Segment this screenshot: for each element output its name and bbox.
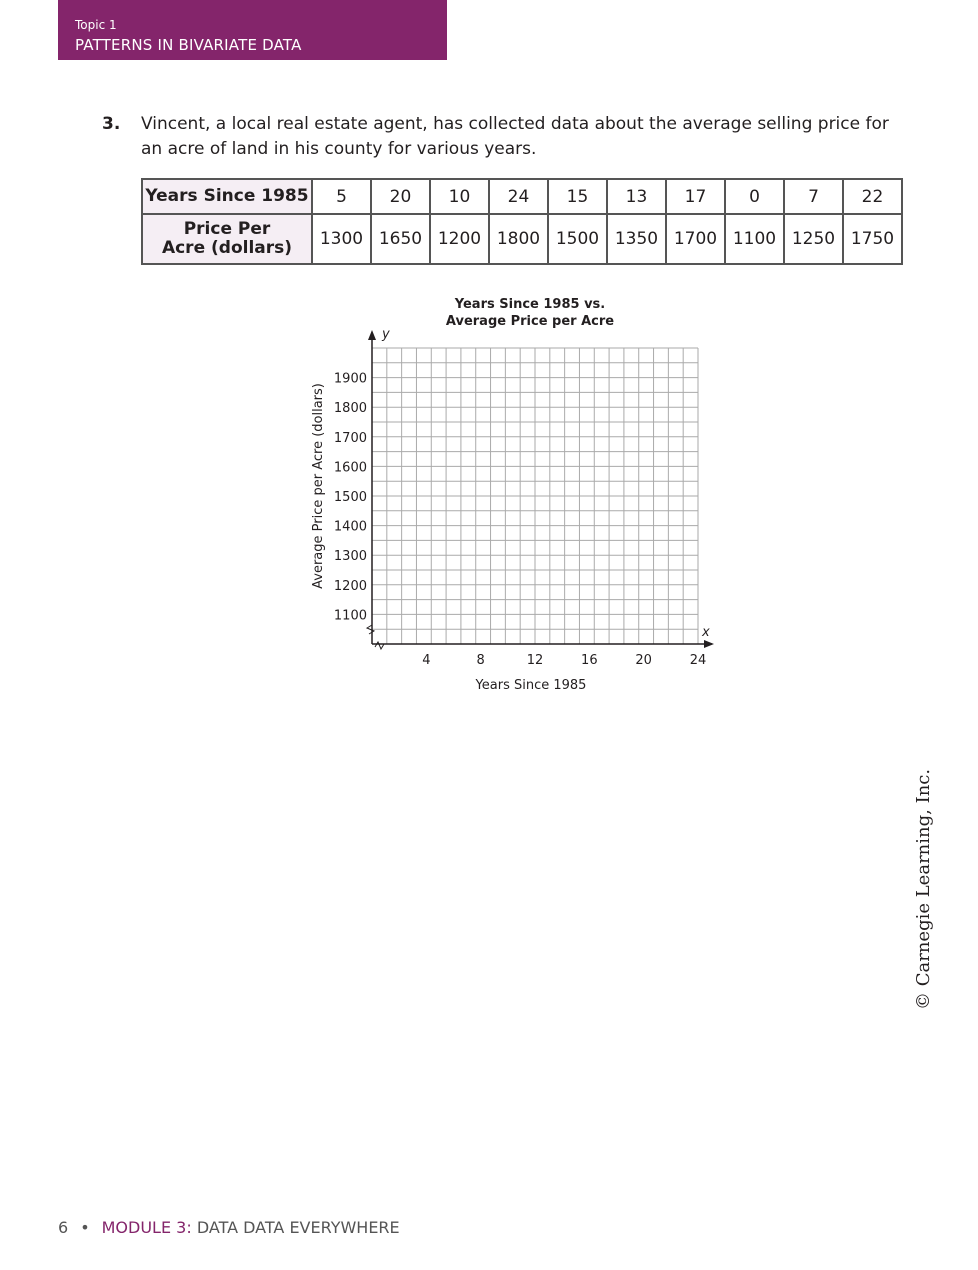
x-tick-label: 8 bbox=[476, 653, 485, 668]
y-tick-label: 1200 bbox=[333, 578, 367, 594]
table-cell: 1300 bbox=[312, 214, 371, 264]
x-tick-label: 4 bbox=[422, 653, 431, 668]
table-cell: 1750 bbox=[843, 214, 902, 264]
table-cell: 1650 bbox=[371, 214, 430, 264]
table-cell: 1350 bbox=[607, 214, 666, 264]
grid bbox=[372, 348, 698, 644]
module-label: MODULE 3: bbox=[101, 1218, 192, 1237]
x-tick-label: 20 bbox=[635, 653, 652, 668]
table-cell: 7 bbox=[784, 179, 843, 214]
y-tick-label: 1700 bbox=[333, 430, 367, 446]
topic-header bbox=[58, 0, 447, 60]
chart-title-line1: Years Since 1985 vs. bbox=[454, 297, 606, 312]
x-axis-letter: x bbox=[702, 625, 710, 640]
x-axis-break bbox=[375, 642, 384, 649]
y-tick-label: 1500 bbox=[333, 490, 367, 505]
table-cell: 1200 bbox=[430, 214, 489, 264]
table-cell: 10 bbox=[430, 179, 489, 214]
table-cell: 1100 bbox=[725, 214, 784, 264]
scatter-plot-grid bbox=[300, 290, 730, 700]
y-tick-label: 1900 bbox=[333, 371, 367, 387]
table-cell: 5 bbox=[312, 179, 371, 214]
y-axis-title: Average Price per Acre (dollars) bbox=[311, 383, 326, 589]
table-cell: 1500 bbox=[548, 214, 607, 264]
x-axis-arrow bbox=[704, 640, 714, 648]
row-header-price bbox=[142, 214, 312, 264]
topic-label: Topic 1 bbox=[75, 18, 117, 32]
table-row-years bbox=[142, 179, 902, 214]
copyright-notice: © Carnegie Learning, Inc. bbox=[913, 768, 934, 1010]
y-tick-label: 1800 bbox=[333, 401, 367, 417]
table-cell: 1800 bbox=[489, 214, 548, 264]
y-tick-label: 1600 bbox=[333, 460, 367, 476]
x-tick-label: 16 bbox=[581, 653, 598, 668]
table-cell: 15 bbox=[548, 179, 607, 214]
table-cell: 24 bbox=[489, 179, 548, 214]
x-tick-label: 12 bbox=[526, 653, 544, 668]
y-axis-arrow bbox=[368, 330, 376, 340]
table-cell: 1700 bbox=[666, 214, 725, 264]
page-footer bbox=[58, 1218, 400, 1237]
table-cell: 22 bbox=[843, 179, 902, 214]
module-title: DATA DATA EVERYWHERE bbox=[196, 1218, 400, 1237]
y-tick-label: 1100 bbox=[333, 608, 367, 624]
row-header-years: Years Since 1985 bbox=[142, 179, 312, 214]
table-cell: 13 bbox=[607, 179, 666, 214]
question-text: Vincent, a local real estate agent, has collected data about the average selling price for an acre of land in his county for various years. bbox=[141, 114, 889, 159]
footer-separator: • bbox=[80, 1218, 90, 1237]
y-axis-letter: y bbox=[382, 327, 390, 342]
table-cell: 0 bbox=[725, 179, 784, 214]
row-header-price-line2: Acre (dollars) bbox=[161, 238, 293, 258]
chart-title-line2: Average Price per Acre bbox=[445, 314, 615, 329]
axis-labels bbox=[311, 297, 710, 693]
table-cell: 20 bbox=[371, 179, 430, 214]
page-number: 6 bbox=[58, 1218, 69, 1237]
data-table bbox=[141, 178, 903, 265]
table-row-prices bbox=[142, 214, 902, 264]
table-cell: 17 bbox=[666, 179, 725, 214]
x-axis-title: Years Since 1985 bbox=[475, 678, 587, 693]
topic-title: PATTERNS IN BIVARIATE DATA bbox=[75, 36, 302, 54]
question-number: 3. bbox=[102, 114, 121, 134]
y-tick-label: 1400 bbox=[333, 519, 367, 535]
x-tick-label: 24 bbox=[689, 653, 707, 668]
table-cell: 1250 bbox=[784, 214, 843, 264]
row-header-price-line1: Price Per bbox=[183, 219, 271, 239]
y-tick-label: 1300 bbox=[333, 549, 367, 565]
